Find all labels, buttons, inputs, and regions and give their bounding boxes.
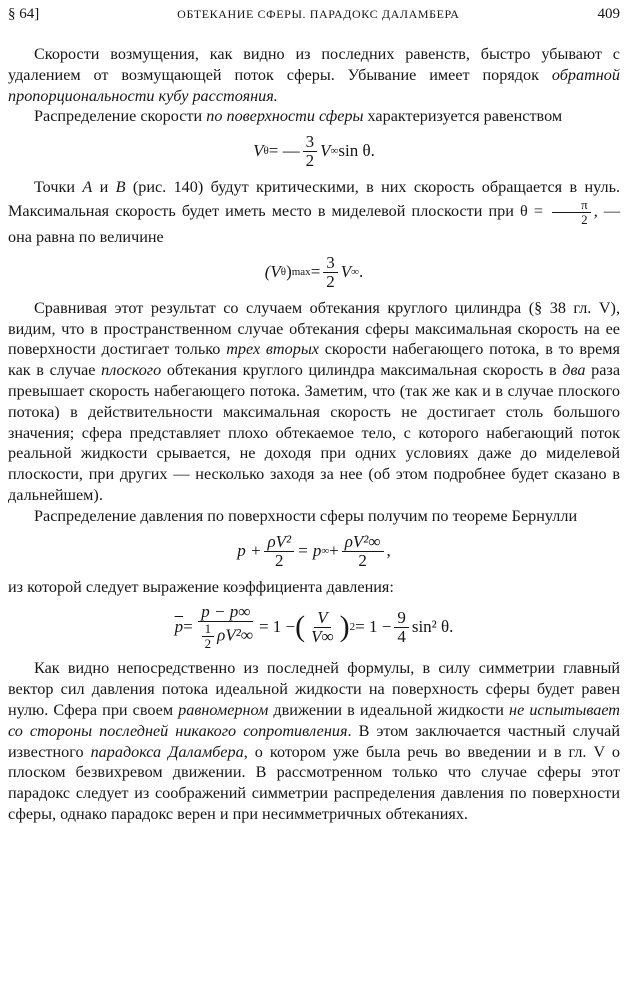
math-punct: ,: [386, 540, 391, 560]
numerator: ρV²: [264, 533, 294, 552]
denominator: 2: [358, 550, 367, 570]
numerator: 9: [394, 609, 409, 628]
inline-fraction: [552, 198, 591, 227]
text-run: движении в идеальной жидкости: [268, 700, 510, 719]
text-run: Распределение давления по поверхности сферы получим по теореме Бернулли: [34, 506, 578, 525]
paragraph-7: [8, 658, 620, 824]
fraction: [323, 254, 338, 291]
point-label: B: [115, 178, 126, 197]
denominator: 2: [305, 151, 315, 171]
text-run: , о котором уже была речь во введении и в гл. V о плоском безвихревом движении. В рассмотренном только что случае сферы этот парадокс следует из соображений симметрии распределения давления по поверхности сферы, однако парадокс верен и при несимметричных обтеканиях.: [8, 742, 621, 823]
text-run: . В этом заключается частный случай известного: [8, 721, 620, 761]
math-symbol: p +: [237, 540, 262, 560]
text-run: и: [92, 178, 116, 197]
math-superscript: 2: [349, 620, 356, 633]
fraction: [303, 133, 318, 170]
math-punct: .: [359, 261, 364, 281]
math-subscript: θ: [263, 145, 269, 158]
section-number: § 64]: [8, 6, 40, 22]
denominator: [196, 622, 256, 651]
text-run: (рис. 140) будут критическими, в них скорость обращается в нуль. Максимальная скорость будет иметь место в миделевой плоскости при: [8, 178, 620, 221]
math-symbol: V: [340, 261, 352, 281]
text-run: Распределение скорости: [34, 107, 207, 126]
paragraph-3: [8, 177, 620, 248]
numerator: 3: [303, 133, 318, 152]
text-run: Как видно непосредственно из последней формулы, в силу симметрии главный вектор сил давления потока идеальной жидкости на поверхность сферы будет равен нулю. Сфера при своем: [8, 659, 620, 719]
denominator: 2: [204, 636, 212, 652]
text-run: из которой следует выражение коэффициента давления:: [8, 577, 394, 596]
emphasis: два: [562, 361, 586, 380]
math-operator: = p: [297, 540, 322, 560]
numerator: p − p∞: [198, 603, 253, 622]
math-subscript: max: [291, 265, 311, 278]
paragraph-6: [8, 577, 620, 598]
formula-max-velocity: [8, 254, 620, 291]
text-run: Точки: [34, 178, 83, 197]
numerator: ρV²∞: [342, 533, 384, 552]
paragraph-1: [8, 44, 620, 106]
numerator: π: [552, 198, 591, 213]
paragraph-2: [8, 106, 620, 127]
math-operator: = 1 −: [355, 616, 392, 636]
running-title: ОБТЕКАНИЕ СФЕРЫ. ПАРАДОКС ДАЛАМБЕРА: [177, 7, 460, 21]
emphasis: парадокса Даламбера: [90, 742, 244, 761]
math-symbol: ρV²∞: [217, 625, 253, 645]
denominator: 2: [581, 211, 588, 227]
math-subscript: ∞: [321, 544, 330, 557]
math-operator: =: [183, 616, 193, 636]
math-paren: ): [286, 261, 292, 281]
emphasis: обратной пропорциональности кубу расстояния.: [8, 65, 620, 105]
fraction: [394, 609, 409, 646]
page-number: 409: [597, 6, 620, 22]
emphasis: трех вторых: [226, 340, 319, 359]
formula-pressure-coefficient: [8, 603, 620, 651]
math-subscript: ∞: [330, 145, 339, 158]
emphasis: равномерном: [178, 700, 269, 719]
right-paren: ): [339, 610, 350, 644]
math-operator: = 1 −: [258, 616, 296, 636]
fraction: [202, 622, 215, 651]
math-symbol: V: [320, 141, 331, 161]
fraction: [308, 609, 337, 646]
formula-bernoulli: [8, 533, 620, 570]
paragraph-4: [8, 298, 620, 506]
math-subscript: ∞: [351, 265, 360, 278]
fraction: [342, 533, 384, 570]
math-symbol: (V: [264, 261, 281, 281]
running-header: [8, 6, 620, 28]
math-subscript: θ: [280, 265, 287, 278]
math-function: sin² θ.: [411, 616, 454, 636]
text-run: обтекания круглого цилиндра максимальная скорость в: [161, 361, 563, 380]
numerator: 3: [323, 254, 338, 273]
text-run: Скорости возмущения, как видно из последних равенств, быстро убывают с удалением от возмущающей поток сферы. Убывание имеет порядок: [8, 45, 620, 84]
math-operator: +: [329, 540, 339, 560]
text-run: характеризуется равенством: [363, 107, 563, 126]
math-function: sin θ.: [338, 141, 375, 161]
denominator: V∞: [311, 626, 334, 646]
formula-surface-velocity: [8, 133, 620, 170]
numerator: 1: [202, 622, 215, 637]
point-label: A: [82, 178, 93, 197]
denominator: 2: [275, 550, 284, 570]
emphasis: не испытывает со стороны последней никакого сопротивления: [8, 700, 620, 740]
numerator: V: [314, 609, 330, 628]
fraction: [196, 603, 256, 651]
text-run: скорости набегающего потока, в то время как в случае: [8, 340, 620, 380]
text-run: Сравнивая этот результат со случаем обтекания круглого цилиндра (§ 38 гл. V), видим, что в пространственном случае обтекания сферы максимальная скорость на ее поверхности достигает только: [8, 298, 620, 359]
body-text: [8, 44, 620, 825]
math-operator: = —: [268, 141, 300, 161]
paragraph-5: [8, 506, 620, 527]
emphasis: по поверхности сферы: [206, 107, 364, 126]
fraction: [264, 533, 294, 570]
denominator: 2: [326, 271, 335, 291]
math-symbol: $\overline{p}$: [174, 616, 184, 636]
emphasis: плоского: [101, 361, 162, 380]
math-operator: =: [310, 261, 321, 281]
math-symbol: V: [253, 141, 264, 161]
text-run: раза превышает скорость набегающего потока. Заметим, что (так же как и в случае плоского потока) в действительности максимальная скорость не достигает столь большого значения; сфера представляет плохо обтекаемое тело, с которого набегающий поток реальной жидкости срывается, не доходя при одних условиях даже до миделевой плоскости, при других — несколько заходя за нее (об этом подробнее будет сказано в дальнейшем).: [8, 361, 620, 504]
denominator: 4: [397, 626, 406, 646]
text-run: , — она равна по величине: [8, 202, 621, 246]
left-paren: (: [295, 610, 306, 644]
inline-math: θ =: [520, 202, 550, 221]
